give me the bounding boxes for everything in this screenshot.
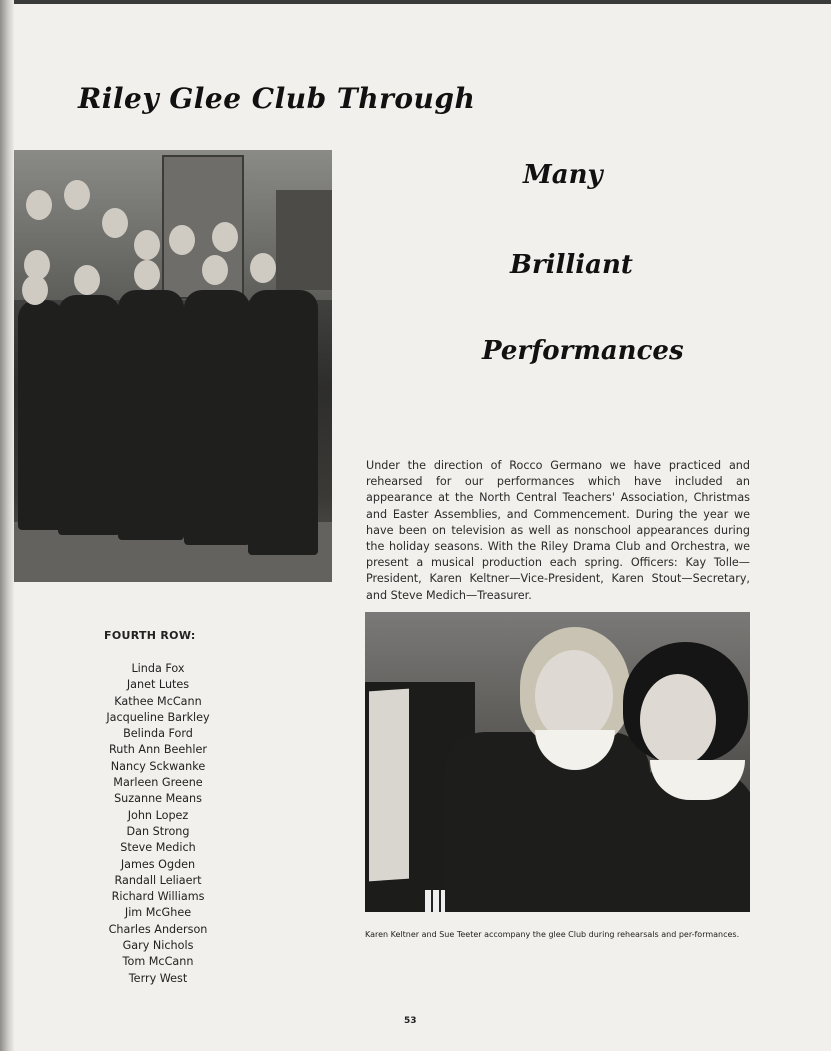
photo-caption: Karen Keltner and Sue Teeter accompany the glee Club during rehearsals and per-formances. — [365, 930, 740, 939]
photo-person — [102, 208, 128, 238]
page-title: Riley Glee Club Through — [78, 82, 476, 115]
roster-name: Jim McGhee — [124, 906, 192, 920]
photo-robe — [58, 295, 120, 535]
body-paragraph: Under the direction of Rocco Germano we have practiced and rehearsed for our performances which have included an appearance at the North Central Teachers' Association, Christmas and Easter Assemblies, and Commencement. During the year we have been on television as well as nonschool appearances during the holiday seasons. With the Riley Drama Club and Orchestra, we present a musical production each spring. Officers: Kay Tolle—President, Karen Keltner—Vice-President, Karen Stout—Secretary, and Steve Medich—Treasurer. — [366, 459, 750, 602]
photo-person — [64, 180, 90, 210]
roster-names — [78, 661, 238, 987]
heading-word-performances: Performances — [482, 336, 684, 366]
photo-face — [640, 674, 716, 766]
photo-shelf — [276, 190, 332, 290]
roster-name: Nancy Sckwanke — [110, 759, 206, 773]
photo-person — [22, 275, 48, 305]
roster-name: Janet Lutes — [126, 678, 190, 692]
photo-person — [250, 253, 276, 283]
photo-person — [26, 190, 52, 220]
roster-name: Kathee McCann — [114, 694, 202, 708]
roster-name: Dan Strong — [126, 824, 190, 838]
roster-heading: FOURTH ROW: — [104, 629, 196, 642]
roster-name: Steve Medich — [120, 841, 196, 855]
photo-person — [202, 255, 228, 285]
photo-person — [134, 230, 160, 260]
piano-photo — [365, 612, 750, 912]
roster-name: John Lopez — [127, 808, 189, 822]
roster-name: Ruth Ann Beehler — [109, 743, 207, 757]
roster-name: Suzanne Means — [114, 792, 202, 806]
binding-gutter — [0, 0, 14, 1051]
roster-name: Terry West — [128, 971, 188, 985]
roster-name: Charles Anderson — [108, 922, 208, 936]
photo-robe — [184, 290, 250, 545]
photo-person — [74, 265, 100, 295]
heading-word-many: Many — [523, 160, 603, 190]
heading-word-brilliant: Brilliant — [510, 250, 633, 280]
page-number: 53 — [404, 1016, 417, 1026]
roster-name: Tom McCann — [122, 955, 194, 969]
photo-person — [169, 225, 195, 255]
photo-person — [212, 222, 238, 252]
photo-face — [535, 650, 613, 742]
roster-name: James Ogden — [120, 857, 196, 871]
roster-name: Linda Fox — [131, 662, 185, 675]
photo-robe — [118, 290, 184, 540]
roster-name: Gary Nichols — [122, 939, 194, 953]
roster-name: Jacqueline Barkley — [106, 710, 210, 724]
roster-name: Marleen Greene — [113, 776, 203, 790]
group-photo — [14, 150, 332, 582]
roster-name: Randall Leliaert — [114, 873, 202, 887]
photo-sheet-music — [369, 689, 409, 882]
roster-name: Belinda Ford — [123, 727, 193, 741]
photo-robe — [248, 290, 318, 555]
roster-name: Richard Williams — [111, 890, 205, 904]
photo-person — [134, 260, 160, 290]
